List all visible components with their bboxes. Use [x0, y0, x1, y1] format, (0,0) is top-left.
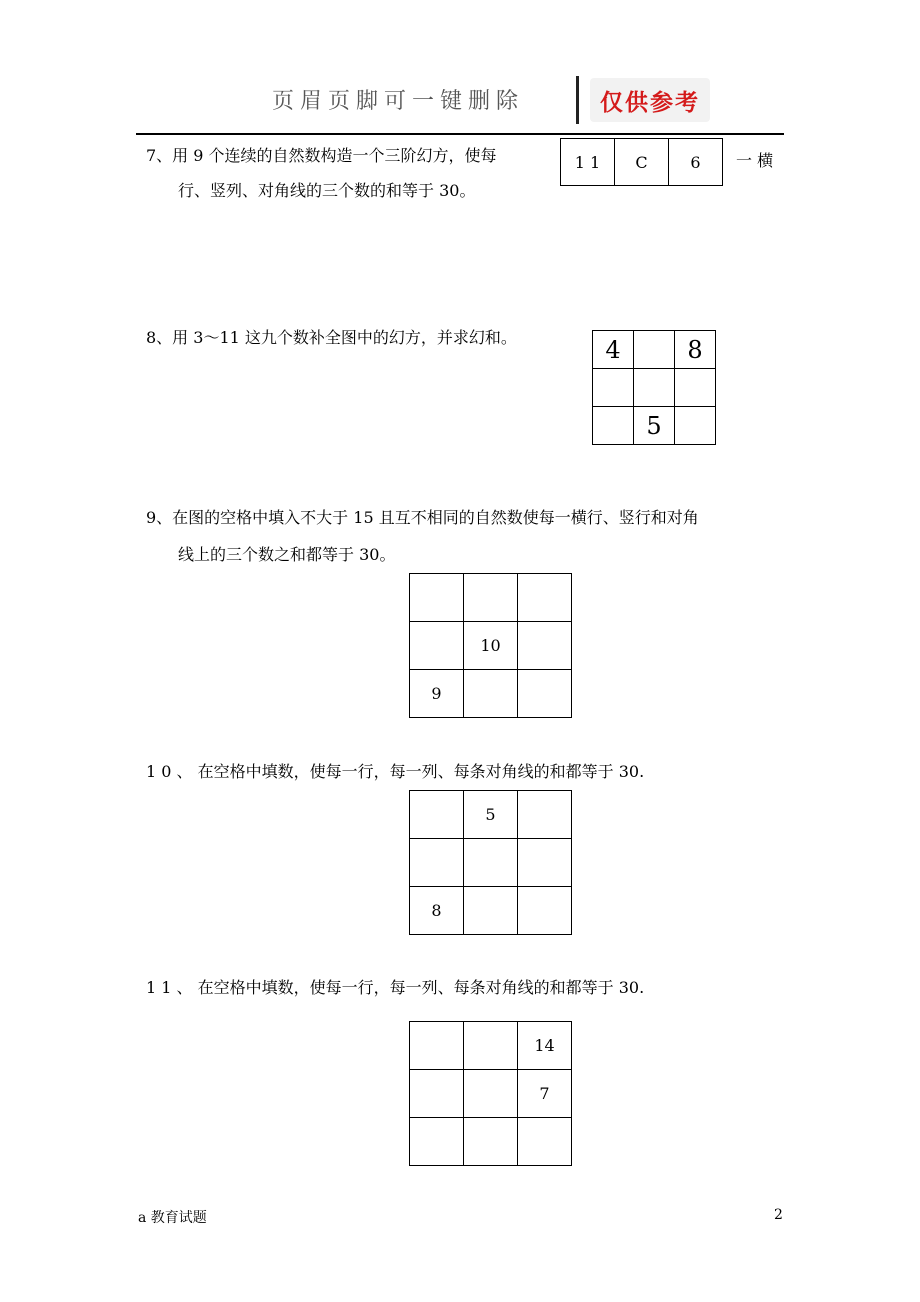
q11-cell: [518, 1118, 572, 1166]
q10-cell: [410, 839, 464, 887]
q8-cell: 8: [675, 331, 716, 369]
q9-cell: 10: [464, 622, 518, 670]
header-divider: [576, 76, 579, 124]
q11-cell: [410, 1070, 464, 1118]
q9-cell: [410, 574, 464, 622]
q8-cell: 5: [634, 407, 675, 445]
q10-cell: [464, 887, 518, 935]
q8-cell: [593, 369, 634, 407]
q9-cell: [464, 670, 518, 718]
q9-cell: [518, 574, 572, 622]
q10-text: 1 0 、 在空格中填数，使每一行，每一列、每条对角线的和都等于 30.: [146, 762, 645, 781]
q9-cell: [518, 670, 572, 718]
q8-cell: [634, 331, 675, 369]
q11-cell: [410, 1118, 464, 1166]
q9-grid: [409, 573, 572, 718]
page-number: 2: [774, 1207, 783, 1223]
q7-cell: 6: [669, 139, 723, 186]
q7-cell: 1 1: [561, 139, 615, 186]
q11-cell: [464, 1118, 518, 1166]
q9-cell: [518, 622, 572, 670]
q9-cell: 9: [410, 670, 464, 718]
q11-text: 1 1 、 在空格中填数，使每一行，每一列、每条对角线的和都等于 30.: [146, 978, 645, 997]
q11-grid: [409, 1021, 572, 1166]
q7-tail: 一 横: [736, 151, 774, 170]
q9-cell: [464, 574, 518, 622]
header-text: 页眉页脚可一键删除: [272, 89, 525, 114]
q8-cell: [593, 407, 634, 445]
footer-label: a 教育试题: [138, 1210, 207, 1226]
q8-cell: 4: [593, 331, 634, 369]
q11-cell: [464, 1070, 518, 1118]
q8-grid: [592, 330, 716, 445]
q9-line1: 9、在图的空格中填入不大于 15 且互不相同的自然数使每一横行、竖行和对角: [146, 508, 699, 527]
q7-cell: C: [615, 139, 669, 186]
q8-cell: [675, 369, 716, 407]
q10-cell: [410, 791, 464, 839]
q9-cell: [410, 622, 464, 670]
q11-cell: [464, 1022, 518, 1070]
q10-grid: [409, 790, 572, 935]
q7-grid: [560, 138, 723, 186]
q11-cell: [410, 1022, 464, 1070]
q7-line1: 7、用 9 个连续的自然数构造一个三阶幻方，使每: [146, 146, 497, 165]
q7-line2: 行、竖列、对角线的三个数的和等于 30。: [178, 181, 476, 200]
q10-cell: [518, 839, 572, 887]
q10-cell: [464, 839, 518, 887]
q11-cell: 14: [518, 1022, 572, 1070]
q10-cell: [518, 791, 572, 839]
header-rule: [136, 133, 784, 135]
q8-cell: [634, 369, 675, 407]
q10-cell: [518, 887, 572, 935]
reference-stamp: 仅供参考: [590, 78, 710, 122]
q9-line2: 线上的三个数之和都等于 30。: [178, 545, 396, 564]
q11-cell: 7: [518, 1070, 572, 1118]
q8-text: 8、用 3～11 这九个数补全图中的幻方，并求幻和。: [146, 328, 517, 347]
q10-cell: 5: [464, 791, 518, 839]
q10-cell: 8: [410, 887, 464, 935]
q8-cell: [675, 407, 716, 445]
